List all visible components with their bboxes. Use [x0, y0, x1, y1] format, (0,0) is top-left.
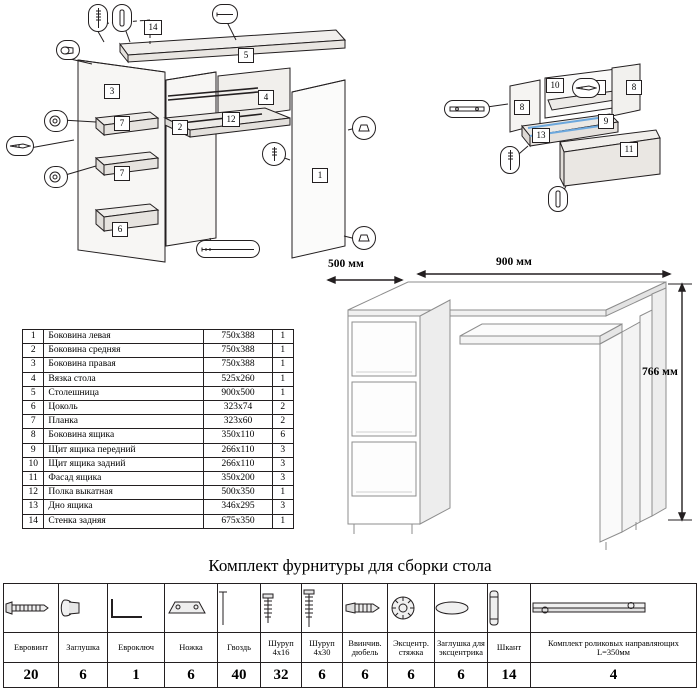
part-label-2: 2: [172, 120, 188, 135]
part-index: 5: [23, 386, 44, 400]
part-label-1: 1: [312, 168, 328, 183]
part-name: Боковина ящика: [44, 429, 204, 443]
table-row: [23, 429, 294, 443]
part-size: 500x350: [204, 486, 272, 500]
part-name: Щит ящика задний: [44, 457, 204, 471]
cap-icon: [59, 584, 108, 633]
part-name: Планка: [44, 415, 204, 429]
part-name: Боковина правая: [44, 358, 204, 372]
allen-key-icon: [108, 584, 165, 633]
part-label-11: 11: [620, 142, 638, 157]
screw-in-dowel-icon: [343, 584, 388, 633]
part-qty: 2: [272, 415, 293, 429]
screw-4x30-icon: [302, 584, 343, 633]
hardware-name-4: Гвоздь: [218, 633, 261, 663]
part-size: 350x110: [204, 429, 272, 443]
hardware-qty-7: 6: [343, 663, 388, 688]
table-row: [23, 372, 294, 386]
part-size: 323x74: [204, 401, 272, 415]
eccentric-cap-icon: [435, 584, 488, 633]
part-label-7a: 7: [114, 116, 130, 131]
table-row: [23, 330, 294, 344]
part-label-13: 13: [532, 128, 550, 143]
part-label-14: 14: [144, 20, 162, 35]
exploded-view-svg: [0, 0, 700, 280]
part-index: 3: [23, 358, 44, 372]
part-size: 750x388: [204, 344, 272, 358]
exploded-view-diagram: [0, 0, 700, 280]
screw-4x16-icon: [261, 584, 302, 633]
hardware-name-7: Ввинчив. дюбель: [343, 633, 388, 663]
part-label-5: 5: [238, 48, 254, 63]
finished-desk-drawing: [300, 258, 696, 558]
part-size: 750x388: [204, 330, 272, 344]
hardware-name-2: Евроключ: [108, 633, 165, 663]
part-index: 1: [23, 330, 44, 344]
part-qty: 1: [272, 358, 293, 372]
hardware-qty-9: 6: [435, 663, 488, 688]
part-size: 346x295: [204, 500, 272, 514]
slide-rail-icon: [531, 584, 697, 633]
part-size: 675x350: [204, 514, 272, 528]
nail-callout-bottom: [196, 240, 260, 258]
part-index: 13: [23, 500, 44, 514]
part-size: 350x200: [204, 472, 272, 486]
screw-callout-right1: [262, 142, 286, 166]
foot-icon: [165, 584, 218, 633]
hardware-kit-title: Комплект фурнитуры для сборки стола: [208, 556, 492, 575]
part-index: 6: [23, 401, 44, 415]
eurobolt-callout-right: [572, 78, 600, 98]
eccentric-callout-left2: [44, 166, 68, 188]
part-size: 525x260: [204, 372, 272, 386]
foot-callout-bottom: [352, 226, 376, 250]
dowel-callout-right: [548, 186, 568, 212]
part-name: Щит ящика передний: [44, 443, 204, 457]
hardware-qty-6: 6: [302, 663, 343, 688]
hardware-name-5: Шуруп 4x16: [261, 633, 302, 663]
hardware-name-1: Заглушка: [59, 633, 108, 663]
part-qty: 1: [272, 372, 293, 386]
depth-dimension-label: 500 мм: [328, 258, 364, 270]
part-name: Столешница: [44, 386, 204, 400]
height-dimension-label: 766 мм: [642, 366, 678, 378]
dowel-icon: [488, 584, 531, 633]
cap-callout: [56, 40, 80, 60]
nail-icon: [218, 584, 261, 633]
dimension-lines: [300, 258, 696, 558]
part-qty: 3: [272, 500, 293, 514]
hardware-table: [3, 583, 697, 688]
eurobolt-icon: [4, 584, 59, 633]
part-qty: 1: [272, 330, 293, 344]
hardware-name-9: Заглушка для эксцентрика: [435, 633, 488, 663]
part-index: 8: [23, 429, 44, 443]
part-label-6: 6: [112, 222, 128, 237]
part-name: Цоколь: [44, 401, 204, 415]
part-name: Вязка стола: [44, 372, 204, 386]
eccentric-callout-left1: [44, 110, 68, 132]
table-row: [23, 358, 294, 372]
part-name: Дно ящика: [44, 500, 204, 514]
hardware-qty-11: 4: [531, 663, 697, 688]
eurobolt-callout: [6, 136, 34, 156]
width-dimension-label: 900 мм: [496, 256, 532, 268]
table-row: [23, 486, 294, 500]
part-index: 4: [23, 372, 44, 386]
part-qty: 3: [272, 472, 293, 486]
part-qty: 6: [272, 429, 293, 443]
table-row: [23, 344, 294, 358]
hardware-names-row: [4, 633, 697, 663]
part-size: 266x110: [204, 443, 272, 457]
hardware-name-0: Евровинт: [4, 633, 59, 663]
part-qty: 1: [272, 344, 293, 358]
table-row: [23, 415, 294, 429]
part-size: 266x110: [204, 457, 272, 471]
part-index: 7: [23, 415, 44, 429]
parts-table-body: [23, 330, 294, 529]
part-qty: 3: [272, 443, 293, 457]
hardware-name-3: Ножка: [165, 633, 218, 663]
table-row: [23, 472, 294, 486]
hardware-name-8: Эксцентр. стяжка: [388, 633, 435, 663]
part-label-10: 10: [546, 78, 564, 93]
hardware-name-11: Комплект роликовых направляющих L=350мм: [531, 633, 697, 663]
screw-callout-top1: [88, 4, 108, 32]
part-qty: 1: [272, 386, 293, 400]
hardware-name-10: Шкант: [488, 633, 531, 663]
parts-table: [22, 329, 294, 529]
part-label-8b: 8: [626, 80, 642, 95]
part-label-7b: 7: [114, 166, 130, 181]
part-size: 750x388: [204, 358, 272, 372]
hardware-qty-2: 1: [108, 663, 165, 688]
foot-callout-right: [352, 116, 376, 140]
part-label-3: 3: [104, 84, 120, 99]
part-index: 11: [23, 472, 44, 486]
part-name: Боковина средняя: [44, 344, 204, 358]
part-name: Полка выкатная: [44, 486, 204, 500]
nail-callout-top: [212, 4, 238, 24]
hardware-qty-5: 32: [261, 663, 302, 688]
table-row: [23, 500, 294, 514]
part-qty: 3: [272, 457, 293, 471]
table-row: [23, 457, 294, 471]
table-row: [23, 386, 294, 400]
hardware-qty-4: 40: [218, 663, 261, 688]
part-name: Фасад ящика: [44, 472, 204, 486]
part-name: Боковина левая: [44, 330, 204, 344]
part-name: Стенка задняя: [44, 514, 204, 528]
part-label-4: 4: [258, 90, 274, 105]
table-row: [23, 514, 294, 528]
hardware-qty-row: [4, 663, 697, 688]
hardware-qty-8: 6: [388, 663, 435, 688]
hardware-qty-3: 6: [165, 663, 218, 688]
part-index: 10: [23, 457, 44, 471]
screw-callout-right2: [500, 146, 520, 174]
hardware-name-6: Шуруп 4x30: [302, 633, 343, 663]
table-row: [23, 443, 294, 457]
rail-callout-right: [444, 100, 490, 118]
part-label-12: 12: [222, 112, 240, 127]
part-size: 900x500: [204, 386, 272, 400]
hardware-icons-row: [4, 584, 697, 633]
eccentric-icon: [388, 584, 435, 633]
part-label-8a: 8: [514, 100, 530, 115]
hardware-qty-1: 6: [59, 663, 108, 688]
hardware-qty-10: 14: [488, 663, 531, 688]
part-qty: 1: [272, 514, 293, 528]
part-qty: 2: [272, 401, 293, 415]
part-index: 12: [23, 486, 44, 500]
part-index: 9: [23, 443, 44, 457]
dowel-callout-top: [112, 4, 132, 32]
part-qty: 1: [272, 486, 293, 500]
hardware-qty-0: 20: [4, 663, 59, 688]
part-label-9b: 9: [598, 114, 614, 129]
part-index: 14: [23, 514, 44, 528]
part-index: 2: [23, 344, 44, 358]
table-row: [23, 401, 294, 415]
part-size: 323x60: [204, 415, 272, 429]
